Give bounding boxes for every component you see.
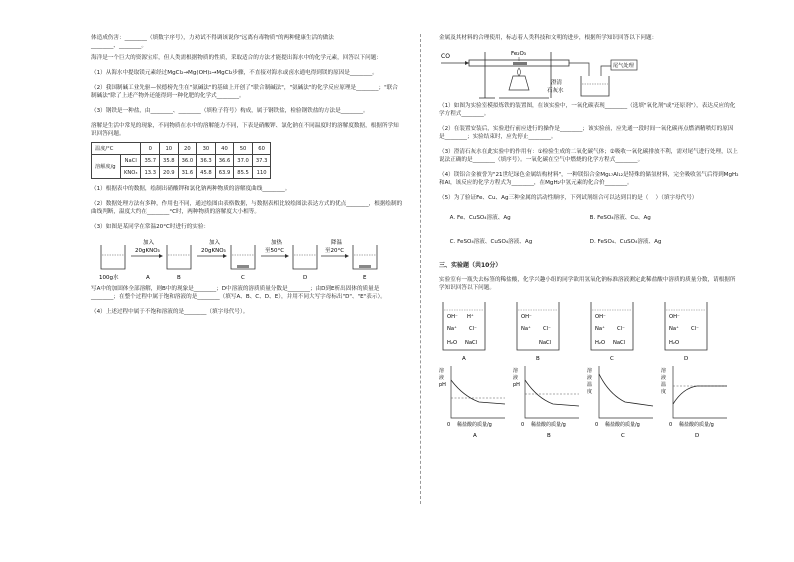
table-cell: 110 [252,167,271,179]
question-3: （3）钢铁是一种盐，由________、________（填粒子符号）构成，属于钢铁盐，检验钢铁盐的方法是________。 [91,108,369,114]
section-heading: 三、实验题（共10分） [439,262,502,269]
paragraph-solubility-intro: 溶解是生活中常见的现象，不同物质在水中的溶解能力不同，下表是硝酸钾、氯化钠在不同温度时的溶解度数据，根据所学知识回答问题。 [91,123,399,137]
limewater-bottle [581,76,609,96]
svg-text:pH: pH [513,382,520,388]
graph-label: B [547,433,551,439]
table-cell: 36.0 [178,155,197,167]
table-cell: 63.9 [215,167,234,179]
svg-text:NaCl: NaCl [465,340,478,346]
sub-question-2: （2）数据处理方法有多种，作用也不同，通过绘图由表格数据，与数据表相比较绘图法表达方式的优点________，根据绘制的曲线判断，温度大约在________°C时，两种物质的溶解度大小相等。 [91,201,403,215]
arrow-head [223,254,227,258]
table-cell: 36.6 [215,155,234,167]
table-cell: 35.8 [160,155,179,167]
graph-d [661,366,727,439]
arrow-label: 20gKNO₃ [135,248,160,254]
burner-icon [509,76,529,90]
table-cell: 20.9 [160,167,179,179]
beaker-label: A [146,275,150,281]
right-column [439,34,739,440]
graph-b [513,366,579,439]
right-question-5: （5）为了验证Fe、Cu、Ag三种金属的活动性顺序，下列试剂组合可以达到目的是（ ）（填字母代号） [439,195,698,201]
paragraph-metals-intro: 金属及其材料的合理使用，标志着人类科技和文明的进步，根据所学知识回答以下问题： [439,35,658,41]
svg-text:H₂O: H₂O [447,340,458,346]
svg-text:度: 度 [661,389,667,395]
svg-text:H₂O: H₂O [669,340,680,346]
table-cell: KNO₃ [121,167,141,179]
svg-text:0: 0 [595,422,599,428]
paragraph-ocean-intro: 海洋是一个巨大的资源宝库，但人类需根据物质的性质，采取适合的方法才能提出海水中的化学元素，回答以下问题： [91,55,382,61]
beaker-e [353,245,377,269]
solubility-table [91,142,271,179]
table-cell: 40 [215,143,234,155]
svg-text:度: 度 [587,389,593,395]
svg-text:NaCl: NaCl [539,340,552,346]
right-question-1: （1）如图为实验室模拟炼铁的装置图，在该实验中，一氧化碳表现________（选填"氧化剂"或"还原剂"），表达反应的化学方程式________。 [439,103,736,117]
svg-text:Na⁺: Na⁺ [521,326,531,332]
sub-question-1: （1）根据表中的数据，绘制出硝酸钾和氯化钠两种物质的溶解度曲线________。 [91,186,291,192]
arrow-label: 降温 [331,240,343,246]
table-cell: 0 [141,143,160,155]
left-column [91,34,403,320]
table-cell: 35.7 [141,155,160,167]
svg-text:Cl⁻: Cl⁻ [469,326,477,332]
ion-beaker-c [591,302,633,362]
option-d: D. FeSO₄、CuSO₄溶液、Ag [589,239,662,245]
arrow-head [159,254,163,258]
beaker-b [167,245,191,269]
ion-beakers-diagram [439,296,739,364]
dissolution-experiment-diagram [91,235,391,285]
table-cell: 13.3 [141,167,160,179]
arrow-head [345,254,349,258]
graph-a [439,366,505,439]
table-row [92,143,271,155]
arrow-label: 加入 [143,240,155,246]
table-cell: 10 [160,143,179,155]
water-label: 100g水 [99,275,119,281]
beaker-label: C [241,275,245,281]
sub-question-4: （4）上述过程中属于不饱和溶液的是________（填字母代号）。 [91,309,249,315]
graph-label: A [473,433,477,439]
svg-text:液: 液 [587,375,593,381]
svg-text:温: 温 [587,382,593,388]
svg-text:0: 0 [521,422,525,428]
svg-text:Na⁺: Na⁺ [595,326,605,332]
option-c: C. FeSO₄溶液、CuSO₄溶液、Ag [449,239,533,245]
titration-graphs [439,364,739,440]
svg-text:H⁺: H⁺ [467,314,474,320]
right-question-2: （2）在装置安装后，实验进行前应进行的操作是________；该实验前，应先通一段时间一氧化碳再点燃酒精喷灯的原因是________；实验结束时，应先停止________。 [439,126,734,140]
table-cell: 36.3 [197,155,216,167]
arrow-label: 加入 [209,240,221,246]
beaker-label: B [536,356,540,362]
svg-text:OH⁻: OH⁻ [669,314,680,320]
beaker-a [101,245,125,269]
table-cell: 37.0 [234,155,253,167]
co-label: CO [441,53,450,60]
option-a: A. Fe、CuSO₄溶液、Ag [449,215,511,221]
iron-smelting-apparatus [439,46,639,102]
option-row [439,230,739,254]
arrow-head [285,254,289,258]
svg-text:OH⁻: OH⁻ [447,314,458,320]
svg-text:H₂O: H₂O [595,340,606,346]
ion-beaker-d [665,302,707,362]
graph-label: D [695,433,700,439]
table-cell: 31.6 [178,167,197,179]
limewater-label: 澄清 [551,80,563,86]
column-divider [420,34,421,504]
solubility-header: 溶解度/g [92,155,121,179]
svg-text:Na⁺: Na⁺ [447,326,457,332]
arrow-label: 至20°C [325,248,345,254]
svg-text:溶: 溶 [439,368,445,374]
svg-text:溶: 溶 [587,368,593,374]
ion-beaker-b [517,302,559,362]
svg-text:稀盐酸的质量/g: 稀盐酸的质量/g [531,422,566,428]
graph-c [587,366,653,439]
table-cell: 37.3 [252,155,271,167]
limewater-label: 石灰水 [547,88,564,94]
svg-text:0: 0 [669,422,673,428]
svg-text:溶: 溶 [513,368,519,374]
option-row [439,206,739,230]
lab-intro: 实验室有一瓶失去标签的稀盐酸，化学兴趣小组的同学欲用氢氧化钠标准溶液测定此稀盐酸中溶质的质量分数，请根据所学知识回答以下问题。 [439,277,736,291]
beaker-label: A [462,356,466,362]
question-2: （2）我国制碱工业先驱—侯德榜先生在"氨碱法"的基础上开创了"联合制碱法"，"氨碱法"的化学反应原理是________；"联合制碱法"除了上述产物外还能得到一种化肥的化学式________。 [91,85,398,99]
exhaust-label: 尾气处理 [613,63,634,69]
right-question-4: （4）镁铝合金被誉为"21世纪绿色金属结构材料"，一种镁铝合金Mg₁₇Al₁₂是特殊的储氢材料，完全吸收氢气后得到MgH₂和Al，该反应的化学方程式为________，在MgH₂中氢元素的化合价________。 [439,172,739,186]
beaker-label: D [684,356,689,362]
option-b: B. FeSO₄溶液、Cu、Ag [589,215,651,221]
sub-question-3-detail: 写A中的加固体全部溶解，则B中的现象是________；D中溶液的溶质质量分数是________；由D到E析出固体的质量是________；在整个过程中属于饱和溶液的是________（填写A、B、C、D、E），并用不同大写字母标出"D"、"E"表示）。 [91,286,386,300]
svg-text:NaCl: NaCl [613,340,626,346]
table-row [92,155,271,167]
svg-text:OH⁻: OH⁻ [521,314,532,320]
svg-text:稀盐酸的质量/g: 稀盐酸的质量/g [605,422,640,428]
table-cell: 60 [252,143,271,155]
table-cell: 45.8 [197,167,216,179]
beaker-label: E [363,275,367,281]
svg-text:液: 液 [661,375,667,381]
fe2o3-label: Fe₂O₃ [511,51,526,57]
table-cell: NaCl [121,155,141,167]
svg-text:溶: 溶 [661,368,667,374]
beaker-label: D [303,275,308,281]
temperature-header: 温度/°C [92,143,141,155]
svg-text:稀盐酸的质量/g: 稀盐酸的质量/g [679,422,714,428]
arrow-label: 20gKNO₃ [201,248,226,254]
graph-label: C [621,433,625,439]
svg-text:液: 液 [439,375,445,381]
table-cell: 50 [234,143,253,155]
arrow-label: 加热 [271,240,283,246]
paragraph-health: 体造成伤害：________（填数字序号），力劝试不得调该说你"远离有毒物质"的两种健康生活的做法 ________、________。 [91,35,334,49]
svg-text:温: 温 [661,382,667,388]
svg-text:Cl⁻: Cl⁻ [543,326,551,332]
right-question-3: （3）澄清石灰水在此实验中的作用有：①检验生成的二氧化碳气体；②吸收一氧化碳排放不利，需对尾气进行处理，以上说法正确的是________（填序号）。一氧化碳在空气中燃烧的化学方程式________。 [439,149,738,163]
svg-text:稀盐酸的质量/g: 稀盐酸的质量/g [457,422,492,428]
svg-text:pH: pH [439,382,446,388]
svg-text:0: 0 [447,422,451,428]
ion-beaker-a [443,302,485,362]
beaker-label: C [610,356,614,362]
beaker-label: B [177,275,181,281]
beaker-d [293,245,317,269]
svg-text:OH⁻: OH⁻ [595,314,606,320]
svg-text:液: 液 [513,375,519,381]
svg-text:Cl⁻: Cl⁻ [691,326,699,332]
sub-question-3: （3）如图是某同学在常温20°C时进行的实验： [91,224,210,230]
table-cell: 85.5 [234,167,253,179]
svg-text:Cl⁻: Cl⁻ [617,326,625,332]
beaker-c [231,245,255,269]
question-1: （1）从海水中提取镁元素经过MgCl₂→Mg(OH)₂→MgCl₂步骤，不直接对海水或卤水通电得到镁的原因是________。 [91,70,378,76]
svg-text:Na⁺: Na⁺ [669,326,679,332]
arrow-label: 至50°C [265,248,285,254]
table-cell: 30 [197,143,216,155]
table-cell: 20 [178,143,197,155]
